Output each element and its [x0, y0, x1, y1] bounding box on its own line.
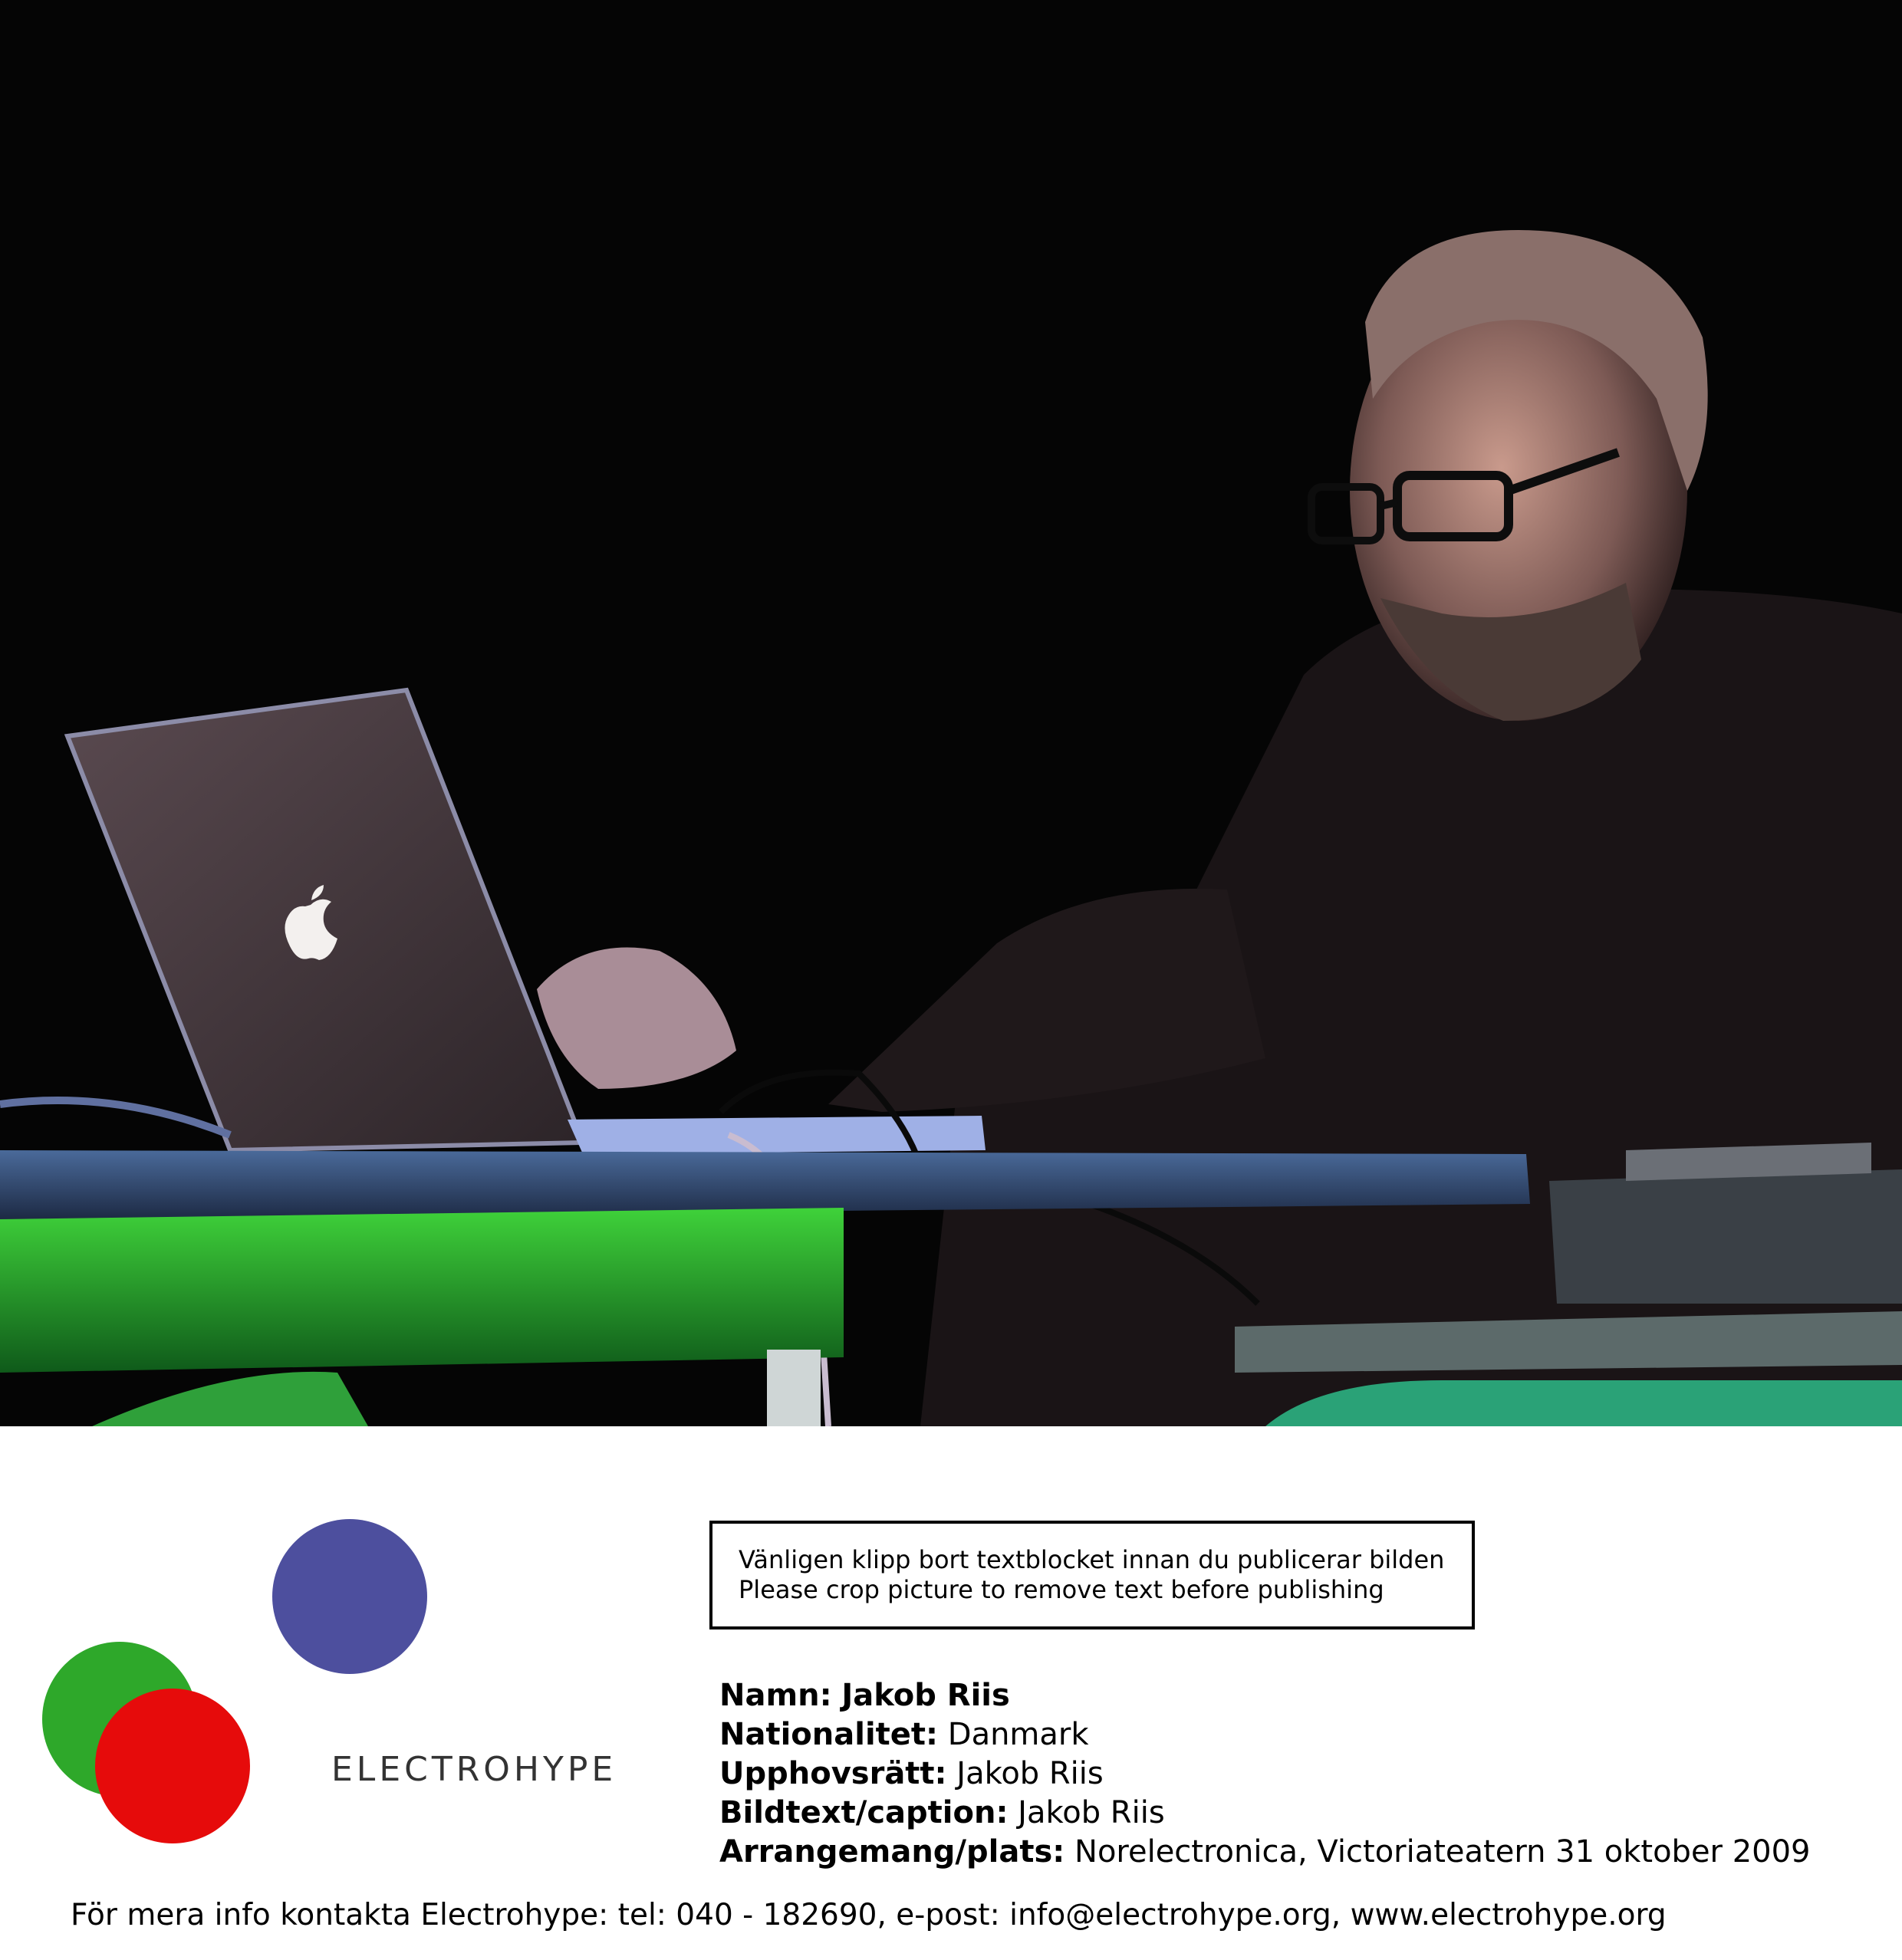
laptop-base — [568, 1116, 986, 1154]
caption-label: Bildtext/caption: — [719, 1795, 1009, 1830]
name-row — [719, 1676, 1811, 1715]
nationality-value: Danmark — [947, 1717, 1089, 1752]
nationality-label: Nationalitet: — [719, 1717, 939, 1752]
performer-hand — [537, 948, 736, 1089]
logo-blue-circle — [272, 1519, 427, 1674]
crop-notice-box — [709, 1521, 1475, 1629]
name-label: Namn: — [719, 1678, 832, 1713]
table-front — [0, 1208, 844, 1373]
copyright-row — [719, 1754, 1811, 1794]
contact-footer: För mera info kontakta Electrohype: tel: 040 - 182690, e-post: info@electrohype.org, www.electrohype.org — [71, 1898, 1667, 1932]
caption-value: Jakob Riis — [1018, 1795, 1165, 1830]
synthesizer — [1549, 1169, 1902, 1304]
electrohype-logo — [0, 1503, 690, 1856]
notice-line-english: Please crop picture to remove text before publishing — [739, 1575, 1384, 1604]
photo-credits — [719, 1676, 1811, 1872]
copyright-label: Upphovsrätt: — [719, 1756, 947, 1791]
apple-logo-icon — [276, 882, 345, 966]
event-row — [719, 1833, 1811, 1872]
event-label: Arrangemang/plats: — [719, 1834, 1065, 1870]
logo-red-circle — [95, 1689, 250, 1843]
logo-wordmark: ELECTROHYPE — [331, 1750, 617, 1789]
event-value: Norelectronica, Victoriateatern 31 oktober 2009 — [1074, 1834, 1811, 1870]
name-value: Jakob Riis — [841, 1678, 1010, 1713]
nationality-row — [719, 1715, 1811, 1754]
caption-row — [719, 1794, 1811, 1833]
notice-line-swedish: Vänligen klipp bort textblocket innan du publicerar bilden — [739, 1545, 1445, 1574]
copyright-value: Jakob Riis — [956, 1756, 1104, 1791]
